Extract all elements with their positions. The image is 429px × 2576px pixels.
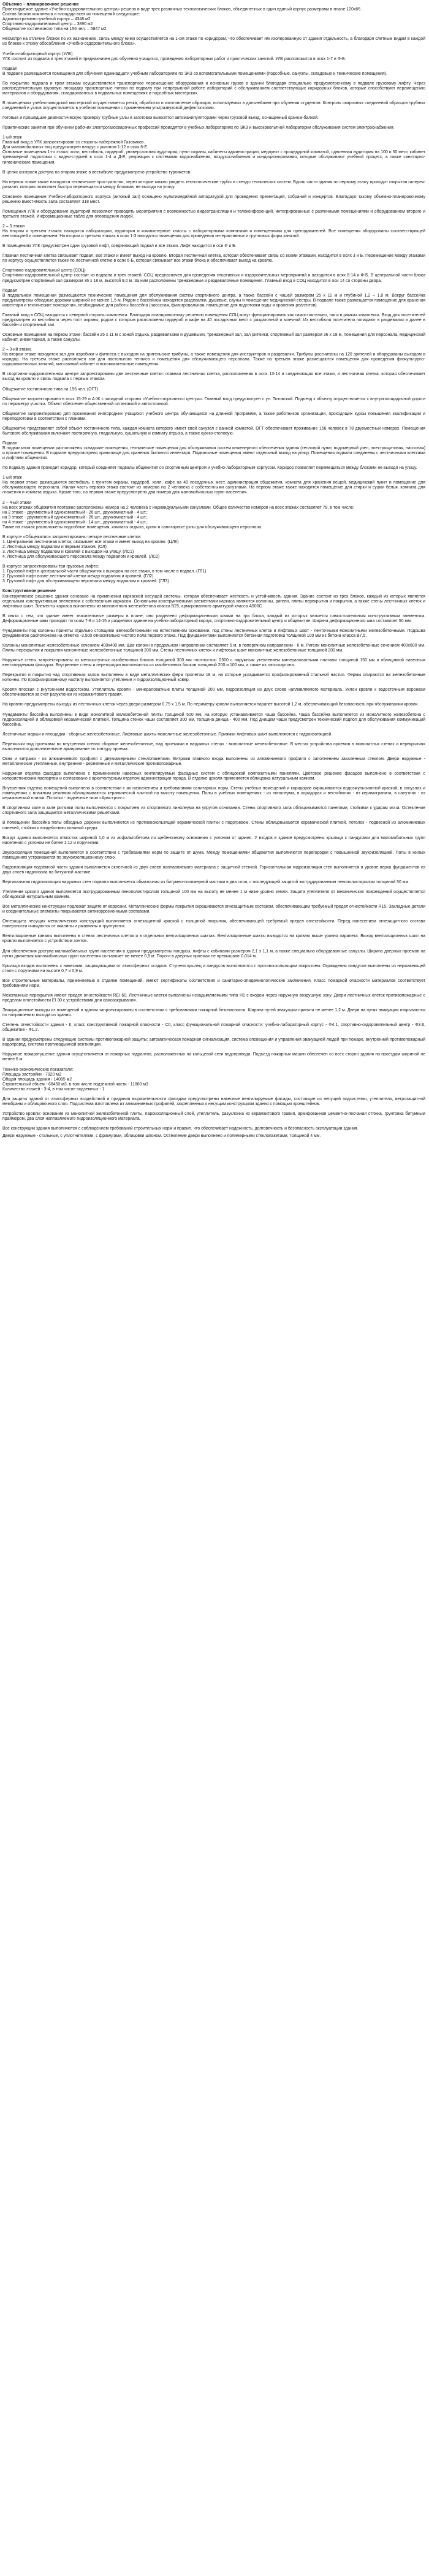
paragraph: Главный вход в УЛК запроектирован со стороны набережной Газовиков. bbox=[2, 140, 145, 145]
paragraph: 1-ый этаж bbox=[2, 135, 22, 140]
paragraph: Основное помещение Учебно-лабораторного корпуса (актовый зал) оснащено мультимедийной аппаратурой для проведения презентаций, собраний и концертов. Благодаря такому объемно-планировочному решению вместимость зала составляет 318 мест. bbox=[2, 194, 425, 204]
paragraph: Для маломобильных лиц предусмотрен пандус с уклоном 1:12 в осях 6-Е. bbox=[2, 145, 148, 150]
paragraph: 3. Лестница между подвалом и кровлей с выходом на улицу. (ЛС1) bbox=[2, 550, 134, 555]
paragraph: В корпусе запроектированы три грузовых лифта: bbox=[2, 564, 99, 569]
paragraph: На всех этажах общежития поэтажно расположены номера на 2 человека с индивидуальными санузлами. Общее количество номеров на всех этажах составляет 78, в том числе: bbox=[2, 505, 355, 510]
paragraph: Площадь застройки - 7920 м2 bbox=[2, 1072, 61, 1077]
paragraph: Административно-учебный корпус – 4348 м2 bbox=[2, 17, 91, 22]
paragraph: Готовые и прошедшие диагностическую проверку трубные узлы и заготовки вывозятся автоманипуляторами через грузовой въезд, оснащенный краном-балкой. bbox=[2, 116, 319, 121]
paragraph: Утепление цоколя здания выполняется экструдированным пенополистиролом толщиной 100 мм на высоту не менее 1 м ниже уровня земли. Защита утеплителя от механических повреждений осуществляется облицовкой натуральным камнем. bbox=[2, 890, 425, 900]
paragraph: 2 – 3 этажи bbox=[2, 224, 25, 229]
paragraph: В связи с тем, что здание имеет значительные размеры в плане, оно разделено деформационными швами на три блока, каждый из которых является самостоятельным конструктивным элементом. Деформационные швы проходят по осям 7-8 и 14-15 и разделяют здание на учебно-лабораторный корпус, спортивно-оздоровительный центр и общежитие. Ширина деформационного шва составляет 50 мм. bbox=[2, 614, 425, 623]
paragraph: Состав блоков комплекса и площади всех их помещений следующие: bbox=[2, 12, 140, 17]
paragraph: Крыльца входов выполнены с навесами, защищающими от атмосферных осадков. Ступени крылец и пандусов выполняются с противоскользящим покрытием. Ограждения пандусов выполнены из нержавеющей стали с поручнями на высоте 0,7 и 0,9 м. bbox=[2, 963, 425, 973]
paragraph: 2. Лестница между подвалом и первым этажом. (ОЛ) bbox=[2, 545, 107, 549]
paragraph: Количество этажей - 3-4, в том числе подземных - 1 bbox=[2, 1087, 105, 1092]
paragraph: Гидроизоляция подземной части здания выполняется оклеечной из двух слоев наплавляемого материала с защитной стенкой. Горизонтальная гидроизоляция стен выполняется в уровне верха фундаментов из двух слоев гидроизола на битумной мастике. bbox=[2, 865, 425, 875]
paragraph-spacer bbox=[2, 461, 425, 466]
paragraph: Помещения УЛК и оборудование аудиторий позволяют проводить мероприятия с возможностью видеотрансляции и телеконференций, интегрированные с различными помещениями и оборудованием второго и третьего этажей. Информационные табло для оповещения людей. bbox=[2, 209, 425, 219]
document-body bbox=[0, 0, 429, 1139]
paragraph: По подвалу здания проходит коридор, который соединяет подвалы общежития со спортивным центром и учебно-лабораторным корпусом. Коридор позволяет перемещаться между блоками не выходя на улицу. bbox=[2, 466, 417, 471]
paragraph-spacer bbox=[2, 639, 425, 644]
paragraph: Общежитие запроектировано для проживания иногородних учащихся учебного центра обучающихся на длинной программе, а также работников организации, проходящих курсы повышения квалификации и переподготовки в соответствии с планами. bbox=[2, 411, 425, 421]
paragraph-spacer bbox=[2, 752, 425, 757]
paragraph: Вертикальная гидроизоляция наружных стен подвала выполняется обмазочная из битумно-полимерной мастики в два слоя, с последующей защитой экструдированным пенополистиролом толщиной 50 мм. bbox=[2, 880, 410, 884]
paragraph: Общежитие запроектировано в осях 15-29 и А-Ж с западной стороны «Учебно-спортивного центра». Главный вход предусмотрен с ул. Титовской. Подъезд к объекту осуществляется с внутриплощадочной дороги по периметру участка. Объект обеспечен общественной остановкой и автостоянкой. bbox=[2, 397, 425, 406]
paragraph: 4. Лестница для обслуживающего персонала между подвалом и кровлей. (ЛС2) bbox=[2, 555, 160, 560]
paragraph: Главный вход в СОЦ находится с северной стороны комплекса. Благодаря планировочному решению помещения СОЦ могут функционировать как самостоятельно, так и в рамках комплекса. Вход для посетителей предусмотрен из вестибюля через пост охраны, рядом с которым расположены гардероб и кафе на 40 посадочных мест с раздаточной и моечной. Из вестибюля посетители попадают в раздевалки и далее в бассейн и спортивный зал. bbox=[2, 313, 425, 327]
paragraph: Вентиляционные каналы выполнены в стенах лестничных клеток и в отдельных вентиляционных шахтах. Вентиляционные шахты выводятся на кровлю выше уровня парапета. Выход вентиляционных шахт на кровлю выполняется с устройством зонтов. bbox=[2, 934, 425, 944]
paragraph-spacer bbox=[2, 861, 425, 865]
paragraph: Эвакуационные выходы из помещений и здания запроектированы в соответствии с требованиями пожарной безопасности. Ширина путей эвакуации принята не менее 1,2 м. Двери на путях эвакуации открываются по направлению выхода из здания. bbox=[2, 1008, 425, 1018]
paragraph-spacer bbox=[2, 343, 425, 348]
paragraph: Окна и витражи - из алюминиевого профиля с двухкамерными стеклопакетами. Витражи главного входа выполнены из алюминиевого профиля с заполнением закаленным стеклом. Двери наружные - металлические утепленные, внутренние - деревянные и металлические противопожарные. bbox=[2, 756, 425, 766]
paragraph: В подвальном помещении расположены складские помещения, технические помещения для обслуживания систем инженерного обеспечения здания (тепловой пункт, водомерный узел, электрощитовая, насосная) и прочие помещения. В подвале предусмотрено хранилище для хранения бытового инвентаря. Подвальные помещения имеют отдельный выход на улицу. Помещения подвала соединены с лестничными клетками и лифтами общежития. bbox=[2, 446, 425, 461]
paragraph: В спортивном зале и зале ритмики полы выполняются с покрытием из спортивного линолеума на упругом основании. Стены спортивного зала облицовываются панелями, стойкими к ударам мяча. Остекление спортивного зала защищается металлическими решетками. bbox=[2, 806, 425, 816]
paragraph: Для защиты зданий от атмосферных воздействий и придания выразительности фасадам предусмотрены навесные вентилируемые фасады, состоящие из несущей подсистемы, утеплителя, ветрозащитной мембраны и облицовочного слоя. Подсистема изготовлена из алюминиевых профилей, закрепленных к несущим конструкциям здания с помощью кронштейнов. bbox=[2, 1096, 425, 1106]
paragraph: В помещении бассейна полы обходных дорожек выполняются из противоскользящей керамической плитки с подогревом. Стены облицовываются керамической плиткой, потолок - подвесной из алюминиевых панелей, стойких к воздействию влажной среды. bbox=[2, 821, 425, 830]
paragraph: Общая площадь здания - 14085 м2 bbox=[2, 1077, 72, 1082]
paragraph: 3. Грузовой лифт для обслуживающего персонала между подвалом и кровлей. (ГЛ3) bbox=[2, 579, 169, 584]
paragraph-spacer bbox=[2, 328, 425, 333]
paragraph: Конструктивное решение здания основано на применении каркасной несущей системы, которая обеспечивает жесткость и устойчивость здания. Здание состоит из трех блоков, каждый из которых является отдельным конструктивным элементом с собственным каркасом. Основными конструктивными элементами каркаса являются колонны, ригели, плиты перекрытия и покрытия, а также стены лестничных клеток и лифтовых шахт. Элементы каркаса выполнены из монолитного железобетона класса B25, армированного арматурой класса А500С. bbox=[2, 594, 425, 609]
paragraph: 1. Центральная лестничная клетка, связывает все этажи и имеет выход на кровлю. (ЦЛК) bbox=[2, 539, 179, 544]
paragraph-spacer bbox=[2, 875, 425, 880]
paragraph-spacer bbox=[2, 47, 425, 52]
paragraph: Подвал bbox=[2, 441, 18, 446]
paragraph-spacer bbox=[2, 609, 425, 614]
paragraph: Строительный объем - 68450 м3, в том числе подземной части - 11880 м3 bbox=[2, 1082, 148, 1087]
paragraph-spacer bbox=[2, 974, 425, 979]
paragraph: на 4 этаже - двухместный однокомнатный - 14 шт., двухкомнатный - 4 шт.; bbox=[2, 520, 148, 525]
paragraph: Все металлические конструкции подлежат защите от коррозии. Металлические фермы покрытия окрашиваются огнезащитным составом, обеспечивающим требуемый предел огнестойкости R15. Закладные детали и соединительные элементы покрываются антикоррозионными составами. bbox=[2, 905, 425, 914]
paragraph: Фундаменты под колонны приняты отдельно стоящими железобетонными на естественном основании, под стены лестничных клеток и лифтовых шахт - ленточными монолитными железобетонными. Подошва фундаментов расположена на отметке -3,500 относительно чистого пола первого этажа. Под фундаментами выполняется бетонная подготовка толщиной 100 мм из бетона класса B7,5. bbox=[2, 628, 425, 638]
paragraph: В подвальном помещении размещаются технические помещения для обслуживания систем спортивного центра, а также бассейн с чашей размером 25 х 11 м и глубиной 1,2 – 1,8 м. Вокруг бассейна предусмотрены обходные дорожки шириной не менее 1,5 м. Рядом с бассейном находятся раздевалки, душевые, сауны и помещение медицинской сестры. В подвале также размещается помещение для хранения инвентаря и технические помещения, необходимые для работы бассейна (насосная, фильтровальная, помещение для подготовки воды и хранения реагентов). bbox=[2, 293, 425, 308]
paragraph: Несмотря на отличие блоков по их назначению, связь между ними осуществляется на 1-ом этаже по коридорам, что обеспечивает им изолированную от здания отдельность, а благодаря слитным видам в каждой из блоков к отсеку обособления «Учебно-оздоровительного блока». bbox=[2, 37, 425, 47]
paragraph-spacer bbox=[2, 471, 425, 476]
paragraph-spacer bbox=[2, 1092, 425, 1097]
paragraph-spacer bbox=[2, 407, 425, 412]
paragraph-spacer bbox=[2, 121, 425, 126]
paragraph: Спортивно-оздоровительный центр состоит из подвала и трех этажей. СОЦ предназначен для проведения спортивных и оздоровительных мероприятий и находится в осях 8-14 и Ф-Б. В центральной части блока предусмотрен спортивный зал размером 36 х 18 м, высотой 9,0 м. За ним расположены тренажерные и раздевалочные помещения. Главный вход в СОЦ находится в оси 14 со стороны двора. bbox=[2, 273, 425, 283]
paragraph-spacer bbox=[2, 900, 425, 905]
paragraph: На втором этаже находится зал для аэробики и фитнеса с выходом на зрительские трибуны, а также помещения для инструкторов и раздевалки. Трибуны рассчитаны на 120 зрителей и оборудованы выходом в коридор. На третьем этаже расположен зал для настольного тенниса и помещения для обслуживающего персонала. Также на третьем этаже размещаются помещения для проведения физкультурно-оздоровительных занятий, массажный кабинет и вспомогательные помещения. bbox=[2, 352, 425, 367]
paragraph: В помещениях учебно-заводской мастерской осуществляется резка, обработка и изготовление образцов, используемых в дальнейшем при обучении студентов. Контроль сварочных соединений образцов трубных соединений и узлов осуществляется в учебном помещении с применением ультразвуковой дефектоскопии. bbox=[2, 101, 425, 110]
paragraph-spacer bbox=[2, 96, 425, 101]
paragraph: В корпусе «Общежития» запроектированы четыре лестничные клетки: bbox=[2, 534, 142, 539]
paragraph-spacer bbox=[2, 653, 425, 658]
paragraph: Внутренняя отделка помещений выполнена в соответствии с их назначением и требованиями санитарных норм. Стены учебных помещений и коридоров окрашиваются водоэмульсионной краской, в санузлах и помещениях с влажным режимом облицовываются керамической плиткой на высоту помещения. Полы в учебных помещениях - из линолеума, в коридорах и вестибюлях - из керамогранита, в санузлах - из керамической плитки. Потолки - подвесные типа «Армстронг». bbox=[2, 786, 425, 801]
paragraph-spacer bbox=[2, 1122, 425, 1127]
paragraph-spacer bbox=[2, 846, 425, 851]
paragraph: 2 – 3-ий этажи. bbox=[2, 348, 32, 352]
paragraph: В помещениях УЛК предусмотрен один грузовой лифт, соединяющий подвал и все этажи. Лифт находится в оси Ф и Б. bbox=[2, 244, 237, 249]
paragraph-spacer bbox=[2, 530, 425, 535]
paragraph: Звукоизоляция помещений выполняется в соответствии с требованиями норм по защите от шума. Между помещениями общежития выполняются перегородки с повышенной звукоизоляцией. Полы в жилых помещениях устраиваются по звукоизоляционному слою. bbox=[2, 850, 425, 860]
paragraph: Наружное пожаротушение здания осуществляется от пожарных гидрантов, расположенных на кольцевой сети водопровода. Подъезд пожарных машин обеспечен со всех сторон здания по проездам шириной не менее 6 м. bbox=[2, 1052, 425, 1062]
paragraph: на 2 этаже - двухместный однокомнатный - 26 шт., двухкомнатный - 4 шт.; bbox=[2, 510, 148, 515]
paragraph-spacer bbox=[2, 131, 425, 135]
paragraph-spacer bbox=[2, 205, 425, 210]
paragraph: Двери наружные - стальные, с уплотнителями, с фрамугами, облицовки шпоном. Остекление двери выполнено и полимерными стеклопакетами, толщиной 4 мм. bbox=[2, 1134, 321, 1139]
paragraph: На первом этаже также находится техническое пространство, через которое можно увидеть технологические трубы и стенды технических систем. Вдоль части здания по первому этажу проходит открытая галерея-ризалит, которая позволяет быстро перемещаться между блоками, не выходя на улицу. bbox=[2, 180, 425, 189]
paragraph: Перемычки над проемами во внутренних стенах сборные железобетонные, над проемами в наружных стенах - монолитные железобетонные. В местах устройства проемов в монолитных стенах и перекрытиях выполняются дополнительное армирование по контуру проема. bbox=[2, 742, 425, 751]
paragraph-spacer bbox=[2, 219, 425, 224]
paragraph-spacer bbox=[2, 944, 425, 949]
paragraph: На первом этаже размещаются вестибюль с пунктом охраны, гардероб, холл, кафе на 40 посадочных мест, администрация общежития, комната для хранения вещей, медицинский пункт и помещение для обслуживающего персонала. Жилая часть первого этажа состоит из номеров на 2 человека с собственными санузлами. На первом этаже также находится помещение для стирки и сушки белья, комната для глажения и комната отдыха. Кроме того, на первом этаже предусмотрено два номера для маломобильных групп населения. bbox=[2, 481, 425, 495]
paragraph: 2 – 4-ый этажи bbox=[2, 500, 32, 505]
paragraph-spacer bbox=[2, 584, 425, 589]
paragraph-spacer bbox=[2, 1018, 425, 1023]
paragraph-spacer bbox=[2, 284, 425, 289]
paragraph-spacer bbox=[2, 728, 425, 732]
paragraph-spacer bbox=[2, 165, 425, 170]
paragraph: Фундаменты бассейна выполнены в виде монолитной железобетонной плиты толщиной 500 мм, на которую устанавливается чаша бассейна. Чаша бассейна выполняется из монолитного железобетона с гидроизоляцией и облицовкой керамической плиткой. Толщина стенок чаши составляет 300 мм, толщина днища - 400 мм. Под днищем чаши предусмотрен технический подпол для обслуживания коммуникаций бассейна. bbox=[2, 712, 425, 727]
paragraph-spacer bbox=[2, 831, 425, 836]
paragraph: 1-ый этаж bbox=[2, 476, 22, 481]
paragraph: Практические занятия при обучении рабочих электрогазосварочных профессий проводятся в учебных лабораториях по ЭКЗ и высоковольтной лаборатории обслуживания систем электроснабжения. bbox=[2, 126, 395, 131]
paragraph: Все строительные материалы, применяемые в отделке помещений, имеют сертификаты соответствия и санитарно-эпидемиологические заключения. Класс пожарной опасности материалов соответствует требованиям норм. bbox=[2, 978, 425, 988]
paragraph-spacer bbox=[2, 190, 425, 195]
paragraph-spacer bbox=[2, 308, 425, 313]
paragraph: На кровлю предусмотрены выходы из лестничных клеток через двери размером 0,75 x 1,5 м. По периметру кровли выполняется парапет высотой 1,2 м, обеспечивающий безопасность при обслуживании кровли. bbox=[2, 702, 419, 707]
paragraph-spacer bbox=[2, 392, 425, 397]
paragraph-spacer bbox=[2, 111, 425, 116]
paragraph-spacer bbox=[2, 1107, 425, 1112]
paragraph: В подвале размещаются помещения для обучения одиннадцати учебным лабораториям по ЭКЗ со вспомогательными помещениями (подсобные, санузлы, складовые и технические помещения). bbox=[2, 71, 387, 76]
paragraph-spacer bbox=[2, 496, 425, 501]
paragraph-spacer bbox=[2, 989, 425, 994]
paragraph-spacer bbox=[2, 382, 425, 387]
paragraph: Колонны монолитные железобетонные сечением 400х400 мм. Шаг колонн в продольном направлении составляет 6 м, в поперечном направлении - 6 м. Ригели монолитные железобетонные сечением 400х600 мм. Плиты перекрытия и покрытия монолитные железобетонные толщиной 200 мм. Стены лестничных клеток и лифтовых шахт монолитные железобетонные толщиной 200 мм. bbox=[2, 643, 425, 653]
paragraph: Подвал bbox=[2, 66, 18, 71]
paragraph-spacer bbox=[2, 77, 425, 82]
paragraph-spacer bbox=[2, 436, 425, 441]
paragraph-spacer bbox=[2, 624, 425, 629]
paragraph: Спортивно-оздоровительный центр – 3890 м2 bbox=[2, 22, 93, 27]
paragraph-spacer bbox=[2, 62, 425, 67]
paragraph-spacer bbox=[2, 422, 425, 427]
paragraph: По покрытию подвала и трем этажам осуществляется транспортное перемещение оборудования и основных грузов в здании благодаря специально предусмотренному в подвале грузовому лифту. Через распределительную грузовую площадку транспортные потоки по подвалу при непрерывной работе лабораторий с обслуживанием соответствующих коридорных блоков, которые способствуют перемещению материалов и оборудования, складированных в подвальных помещениях и подсобных мастерских. bbox=[2, 81, 425, 96]
paragraph: Основные помещения 1-го этажа: холл, вестибюль, гардероб, универсальная аудитория, пункт охраны, кабинеты администрации, медпункт с процедурной комнатой, сдвоенная аудитория на 100 и 50 мест, кабинет тренажерной подготовки с видео-студией в осях 1-4 и Д-Е, рекреации с системами водоснабжения, воздухоснабжения и кондиционирования, которые обслуживают учебный процесс, а также санитарно-гигиенические помещения. bbox=[2, 150, 425, 165]
paragraph: Вокруг здания выполняется отмостка шириной 1,0 м из асфальтобетона по щебеночному основанию с уклоном от здания. У входов в здание предусмотрены крыльца с пандусами для маломобильных групп населения с уклоном не более 1:12 и поручнями. bbox=[2, 835, 425, 845]
paragraph: Технико-экономические показатели: bbox=[2, 1067, 74, 1072]
paragraph: На втором и третьем этажах находятся лаборатории, аудитории и компьютерные классы с лабораторными комнатами и помещениями для преподавателей. Все помещения оборудованы соответствующей вентиляцией и освещением. На втором и третьем этажах в осях 1-3 находятся помещения для проведения интерактивных и групповых форм занятий. bbox=[2, 229, 425, 239]
paragraph: Все конструкции здания выполняются с соблюдением требований строительных норм и правил, что обеспечивает надежность, долговечность и безопасность эксплуатации здания. bbox=[2, 1127, 359, 1131]
paragraph: Учебно-лабораторный корпус (УЛК) bbox=[2, 51, 73, 56]
paragraph-spacer bbox=[2, 1003, 425, 1008]
paragraph: Общежитие гостиничного типа на 156 чел. – 5847 м2 bbox=[2, 27, 107, 32]
paragraph: Для обеспечения доступа маломобильных групп населения в здании предусмотрены пандусы, лифты с кабинами размером 2,1 х 1,1 м, а также специально оборудованные санузлы. Ширина дверных проемов на путях движения маломобильных групп населения составляет не менее 0,9 м. Пороги в дверных проемах не превышают 0,014 м. bbox=[2, 949, 425, 959]
paragraph: Наружная отделка фасадов выполнена с применением навесных вентилируемых фасадных систем с облицовкой композитными панелями. Цветовое решение фасадов выполнено в соответствии с колористическим паспортом и согласовано с архитектурным отделом администрации города. В отделке цоколя применяется облицовка натуральным камнем. bbox=[2, 772, 425, 781]
paragraph: Спортивно-оздоровительный центр (СОЦ) bbox=[2, 268, 86, 273]
paragraph: Основные помещения на первом этаже: бассейн 25 х 11 м с зоной отдыха, раздевалками и душевыми, тренажерный зал, зал ритмики, спортивный зал размером 36 х 18 м, помещения для персонала, медицинский кабинет, инвентарная, а также санузлы. bbox=[2, 333, 425, 343]
paragraph: Подвал bbox=[2, 288, 18, 293]
paragraph: Кровля плоская с внутренним водостоком. Утеплитель кровли - минераловатные плиты толщиной 200 мм, гидроизоляция из двух слоев наплавляемого материала. Уклон кровли к водосточным воронкам обеспечивается за счет разуклонки из керамзитового гравия. bbox=[2, 688, 425, 697]
paragraph: В спортивно-оздоровительном центре запроектированы две лестничные клетки: главная лестничная клетка, расположенная в осях 13-14 и соединяющая все этажи, и лестничная клетка, которая обеспечивает выход на кровлю и связь подвала с первым этажом. bbox=[2, 372, 425, 382]
paragraph: Устройство кровли: основание из монолитной железобетонной плиты, пароизоляционный слой, утеплитель, разуклонка из керамзитового гравия, армированная цементно-песчаная стяжка, грунтовка битумным праймером, два слоя наплавляемого гидроизоляционного материала. bbox=[2, 1111, 425, 1121]
paragraph: Общежитие гостиничного типа на 156 чел. (ОГТ) bbox=[2, 387, 98, 392]
paragraph-spacer bbox=[2, 737, 425, 742]
paragraph-spacer bbox=[2, 560, 425, 564]
paragraph: Перекрытия и покрытия над спортивным залом выполнены в виде металлических ферм пролетом 18 м, на которые укладывается профилированный стальной настил. Фермы опираются на железобетонные колонны. По профилированному настилу выполняется утепление и гидроизоляционный ковер. bbox=[2, 673, 425, 683]
paragraph-spacer bbox=[2, 1063, 425, 1068]
paragraph-spacer bbox=[2, 781, 425, 786]
paragraph: УЛК состоит из подвала и трех этажей и предназначен для обучения учащихся, проведения лабораторных работ и практических занятий. УЛК расположится в осях 1-7 и Ф-Б. bbox=[2, 56, 346, 61]
paragraph: В здании предусмотрены следующие системы противопожарной защиты: автоматическая пожарная сигнализация, система оповещения и управления эвакуацией людей при пожаре, внутренний противопожарный водопровод, система противодымной вентиляции. bbox=[2, 1038, 425, 1047]
paragraph: В целях контроля доступа на втором этаже в вестибюле предусмотрено устройство турникетов. bbox=[2, 170, 192, 175]
paragraph-spacer bbox=[2, 767, 425, 772]
paragraph: 1. Грузовой лифт в центральной части общежития с выходом на все этажи, в том числе в подвал. (ГЛ1) bbox=[2, 569, 207, 574]
paragraph: Лестничные марши и площадки - сборные железобетонные. Лифтовые шахты монолитные железобетонные. Приямки лифтовых шахт выполняются с гидроизоляцией. bbox=[2, 732, 333, 737]
paragraph-spacer bbox=[2, 668, 425, 673]
paragraph: Наружные стены запроектированы из мелкоштучных газобетонных блоков толщиной 300 мм плотностью D500 с наружным утеплением минераловатными плитами толщиной 150 мм и облицовкой навесным вентилируемым фасадом. Внутренние стены и перегородки выполняются из газобетонных блоков толщиной 200 и 100 мм, а также из гипсокартона. bbox=[2, 658, 425, 668]
paragraph: Общежитие представляет собой объект гостиничного типа, каждая комната которого имеет свой санузел с ванной комнатой. ОГТ обеспечивает проживание 156 человек в 78 двухместных номерах. Помещения бытового обслуживания включают постирочную, гладильную, сушильную и комнату отдыха, а также кухню-столовую. bbox=[2, 426, 425, 436]
paragraph-spacer bbox=[2, 175, 425, 180]
paragraph-spacer bbox=[2, 959, 425, 964]
section-heading: Объемно – планировочное решение bbox=[2, 2, 79, 7]
paragraph: Главная лестничная клетка связывает подвал, все этажи и имеет выход на кровлю. Вторая лестничная клетка, которая обеспечивает связь со всеми этажами, находится в осях 3 и Б. Перемещение между этажами по корпусу осуществляется также по лестничной клетке в осях 6-Б, которая связывает все этажи блока и обеспечивает выход на кровлю. bbox=[2, 254, 425, 264]
paragraph-spacer bbox=[2, 708, 425, 713]
paragraph: 2. Грузовой лифт возле лестничной клетки между подвалом и кровлей. (ГЛ2) bbox=[2, 574, 154, 579]
section-heading: Конструктивное решение bbox=[2, 589, 56, 594]
paragraph: Огнезащита несущих металлических конструкций выполняется огнезащитной краской с толщиной покрытия, обеспечивающей требуемый предел огнестойкости. Перед нанесением огнезащитного состава поверхности очищаются от окалины и ржавчины и грунтуются. bbox=[2, 919, 425, 929]
paragraph: Также на этажах расположены подсобные помещения, комнаты отдыха, кухни и санитарные узлы для обслуживающего персонала. bbox=[2, 525, 263, 530]
paragraph-spacer bbox=[2, 929, 425, 934]
paragraph: на 3 этаже - двухместный однокомнатный - 26 шт., двухкомнатный - 4 шт.; bbox=[2, 515, 148, 520]
paragraph: Межэтажные перекрытия имеют предел огнестойкости REI 60. Лестничные клетки выполнены незадымляемыми типа Н1 с входом через наружную воздушную зону. Двери лестничных клеток противопожарные с пределом огнестойкости EI 30 с устройствами для самозакрывания. bbox=[2, 993, 425, 1003]
paragraph: Степень огнестойкости здания - II, класс конструктивной пожарной опасности - C0, класс функциональной пожарной опасности: учебно-лабораторный корпус - Ф4.1, спортивно-оздоровительный центр - Ф3.6, общежитие - Ф1.2. bbox=[2, 1023, 425, 1033]
paragraph: Проектируемое здание «Учебно-оздоровительного центра» решено в виде трех различных технологических блоков, объединенных в один единый корпус размерами в плане 120х66. bbox=[2, 7, 362, 12]
paragraph-spacer bbox=[2, 239, 425, 244]
paragraph-spacer bbox=[2, 885, 425, 890]
